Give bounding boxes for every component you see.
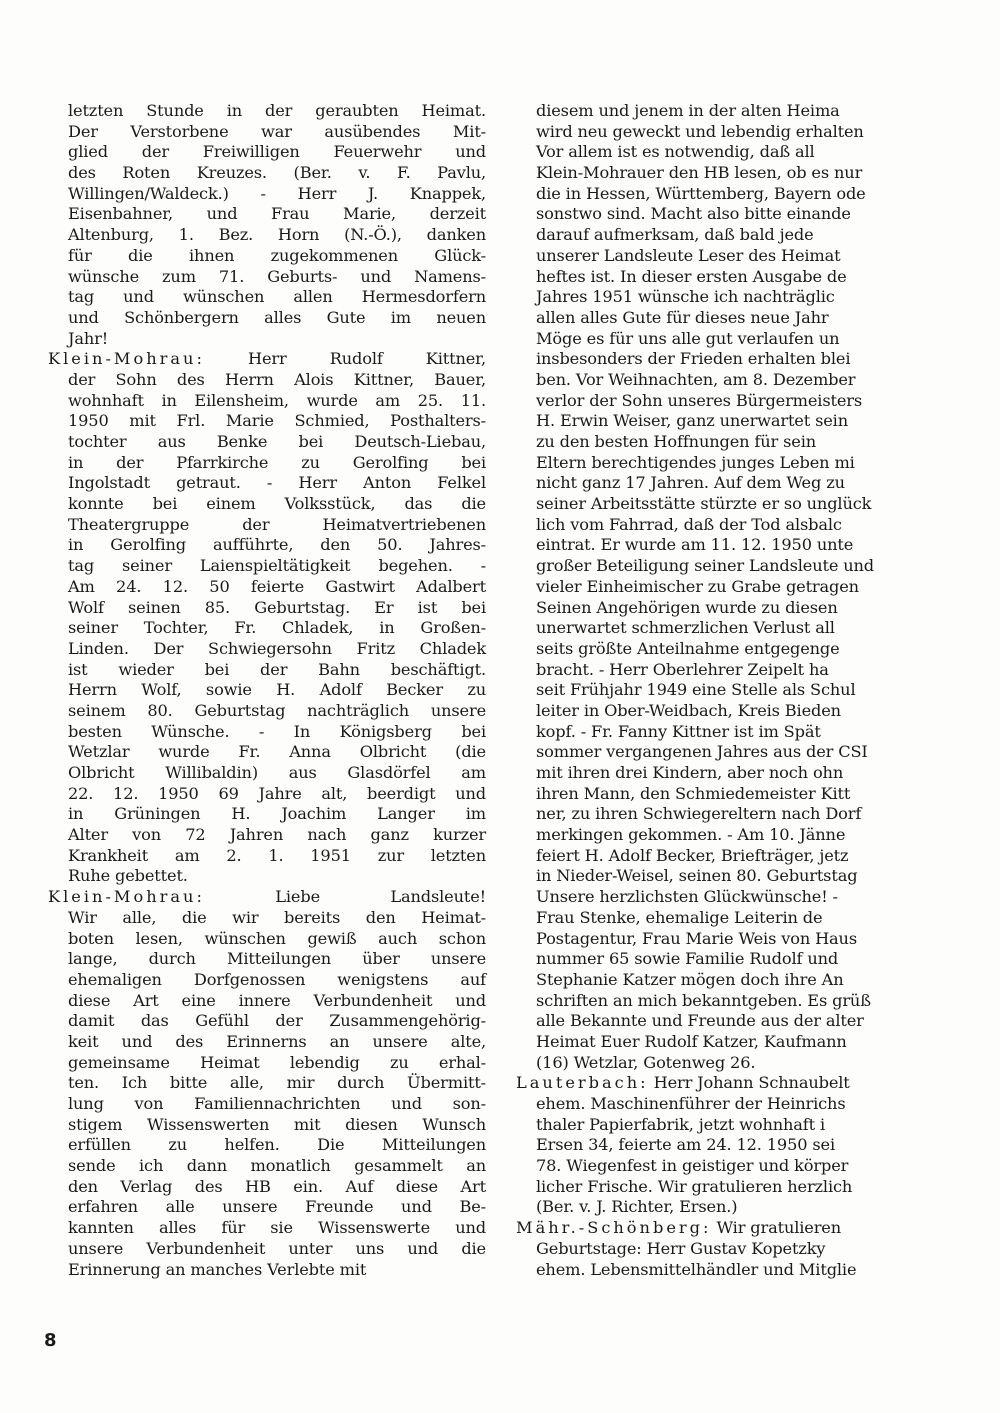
line-text: Heimat Euer Rudolf Katzer, Kaufmann bbox=[536, 1031, 847, 1051]
line-text: 1950 mit Frl. Marie Schmied, Posthalters- bbox=[68, 411, 486, 431]
text-line bbox=[68, 287, 486, 308]
text-line bbox=[536, 929, 952, 950]
text-line bbox=[68, 660, 486, 681]
line-text: ist wieder bei der Bahn beschäftigt. bbox=[68, 659, 486, 679]
text-line bbox=[68, 1197, 486, 1218]
text-line bbox=[536, 535, 952, 556]
line-text: Seinen Angehörigen wurde zu diesen bbox=[536, 597, 838, 617]
line-text: kopf. - Fr. Fanny Kittner ist im Spät bbox=[536, 721, 821, 741]
text-line bbox=[536, 184, 952, 205]
text-line bbox=[536, 308, 952, 329]
text-line bbox=[68, 1094, 486, 1115]
text-line bbox=[536, 1260, 952, 1281]
text-line bbox=[536, 660, 952, 681]
text-line bbox=[536, 349, 952, 370]
text-line bbox=[536, 866, 952, 887]
line-text: in Nieder-Weisel, seinen 80. Geburtstag bbox=[536, 866, 858, 886]
line-text: heftes ist. In dieser ersten Ausgabe de bbox=[536, 266, 847, 286]
text-line bbox=[536, 515, 952, 536]
line-text: und Schönbergern alles Gute im neuen bbox=[68, 307, 486, 327]
line-text: für die ihnen zugekommenen Glück- bbox=[68, 245, 486, 265]
line-text: lich vom Fahrrad, daß der Tod alsbalc bbox=[536, 514, 842, 534]
text-line bbox=[536, 556, 952, 577]
text-line bbox=[68, 225, 486, 246]
text-line bbox=[536, 742, 952, 763]
line-text: 78. Wiegenfest in geistiger und körper bbox=[536, 1156, 849, 1176]
line-text: in Grüningen H. Joachim Langer im bbox=[68, 804, 486, 824]
line-text: Jahres 1951 wünsche ich nachträglic bbox=[536, 287, 835, 307]
line-text: gemeinsame Heimat lebendig zu erhal- bbox=[68, 1052, 486, 1072]
text-line bbox=[68, 1177, 486, 1198]
text-line bbox=[536, 949, 952, 970]
text-line bbox=[68, 122, 486, 143]
line-text: keit und des Erinnerns an unsere alte, bbox=[68, 1031, 486, 1051]
line-text: sende ich dann monatlich gesammelt an bbox=[68, 1156, 486, 1176]
text-line bbox=[536, 784, 952, 805]
line-text: Willingen/Waldeck.) - Herr J. Knappek, bbox=[68, 183, 486, 203]
text-line bbox=[68, 1156, 486, 1177]
text-line bbox=[68, 473, 486, 494]
line-text: erfüllen zu helfen. Die Mitteilungen bbox=[68, 1135, 486, 1155]
line-text: ben. Vor Weihnachten, am 8. Dezember bbox=[536, 369, 856, 389]
line-text: Klein-Mohrauer den HB lesen, ob es nur bbox=[536, 163, 863, 183]
left-text-column bbox=[48, 101, 486, 1280]
text-line bbox=[68, 618, 486, 639]
text-line bbox=[68, 1073, 486, 1094]
line-text: letzten Stunde in der geraubten Heimat. bbox=[68, 101, 486, 120]
line-text: Eisenbahner, und Frau Marie, derzeit bbox=[68, 204, 486, 224]
line-text: boten lesen, wünschen gewiß auch schon bbox=[68, 928, 486, 948]
line-text: konnte bei einem Volksstück, das die bbox=[68, 494, 486, 514]
text-line bbox=[68, 246, 486, 267]
line-text: Stephanie Katzer mögen doch ihre An bbox=[536, 969, 844, 989]
line-text: Erinnerung an manches Verlebte mit bbox=[68, 1259, 367, 1279]
line-text: Liebe Landsleute! bbox=[204, 887, 486, 907]
line-text: ehem. Lebensmittelhändler und Mitglie bbox=[536, 1259, 857, 1279]
line-text: darauf aufmerksam, daß bald jede bbox=[536, 225, 814, 245]
line-text: feiert H. Adolf Becker, Briefträger, jetz bbox=[536, 845, 849, 865]
text-line bbox=[68, 1218, 486, 1239]
line-text: ner, zu ihren Schwiegereltern nach Dorf bbox=[536, 804, 862, 824]
text-line bbox=[68, 639, 486, 660]
line-text: damit das Gefühl der Zusammengehörig- bbox=[68, 1011, 486, 1031]
text-line bbox=[68, 101, 486, 122]
text-line bbox=[536, 142, 952, 163]
line-text: ehem. Maschinenführer der Heinrichs bbox=[536, 1094, 846, 1113]
line-text: Eltern berechtigendes junges Leben mi bbox=[536, 452, 855, 472]
line-text: zu den besten Hoffnungen für sein bbox=[536, 432, 816, 451]
place-heading: Klein-Mohrau: bbox=[48, 887, 205, 907]
text-line bbox=[48, 349, 486, 370]
line-text: Unsere herzlichsten Glückwünsche! - bbox=[536, 887, 838, 907]
line-text: nummer 65 sowie Familie Rudolf und bbox=[536, 949, 839, 969]
text-line bbox=[68, 1053, 486, 1074]
text-line bbox=[68, 742, 486, 763]
text-line bbox=[536, 204, 952, 225]
text-line bbox=[536, 267, 952, 288]
line-text: ten. Ich bitte alle, mir durch Übermitt- bbox=[68, 1073, 486, 1093]
line-text: Herrn Wolf, sowie H. Adolf Becker zu bbox=[68, 680, 486, 700]
line-text: H. Erwin Weiser, ganz unerwartet sein bbox=[536, 411, 848, 431]
line-text: seit Frühjahr 1949 eine Stelle als Schul bbox=[536, 680, 856, 700]
text-line bbox=[68, 267, 486, 288]
line-text: diesem und jenem in der alten Heima bbox=[536, 101, 840, 120]
line-text: Wir gratulieren bbox=[711, 1218, 842, 1238]
text-line bbox=[536, 908, 952, 929]
line-text: Der Verstorbene war ausübendes Mit- bbox=[68, 121, 486, 141]
text-line bbox=[68, 515, 486, 536]
line-text: Möge es für uns alle gut verlaufen un bbox=[536, 328, 840, 348]
line-text: kannten alles für sie Wissenswerte und bbox=[68, 1218, 486, 1238]
text-line bbox=[536, 1053, 952, 1074]
text-line bbox=[536, 453, 952, 474]
line-text: Wir alle, die wir bereits den Heimat- bbox=[68, 907, 486, 927]
line-text: Linden. Der Schwiegersohn Fritz Chladek bbox=[68, 638, 486, 658]
line-text: besten Wünsche. - In Königsberg bei bbox=[68, 721, 486, 741]
line-text: in Gerolfing aufführte, den 50. Jahres- bbox=[68, 535, 486, 555]
text-line bbox=[536, 391, 952, 412]
line-text: Herr Rudolf Kittner, bbox=[204, 349, 486, 369]
text-line bbox=[536, 680, 952, 701]
line-text: Theatergruppe der Heimatvertriebenen bbox=[68, 514, 486, 534]
line-text: Altenburg, 1. Bez. Horn (N.-Ö.), danken bbox=[68, 225, 486, 245]
text-line bbox=[536, 1197, 952, 1218]
line-text: Ingolstadt getraut. - Herr Anton Felkel bbox=[68, 473, 486, 493]
line-text: ihren Mann, den Schmiedemeister Kitt bbox=[536, 783, 851, 803]
text-line bbox=[536, 432, 952, 453]
text-line bbox=[516, 1073, 952, 1094]
text-line bbox=[68, 1135, 486, 1156]
text-line bbox=[68, 846, 486, 867]
line-text: tag seiner Laienspieltätigkeit begehen. - bbox=[68, 556, 486, 576]
text-line bbox=[68, 701, 486, 722]
text-line bbox=[516, 1218, 952, 1239]
text-line bbox=[68, 825, 486, 846]
line-text: Vor allem ist es notwendig, daß all bbox=[536, 142, 815, 162]
line-text: Herr Johann Schnaubelt bbox=[648, 1073, 850, 1093]
line-text: diese Art eine innere Verbundenheit und bbox=[68, 990, 486, 1010]
line-text: Ersen 34, feierte am 24. 12. 1950 sei bbox=[536, 1135, 835, 1155]
text-line bbox=[536, 846, 952, 867]
page-number: 8 bbox=[44, 1330, 57, 1351]
line-text: 22. 12. 1950 69 Jahre alt, beerdigt und bbox=[68, 783, 486, 803]
text-line bbox=[536, 370, 952, 391]
place-heading: Mähr.-Schönberg: bbox=[516, 1218, 712, 1238]
text-line bbox=[536, 122, 952, 143]
line-text: glied der Freiwilligen Feuerwehr und bbox=[68, 142, 486, 162]
text-line bbox=[68, 329, 486, 350]
text-line bbox=[68, 494, 486, 515]
text-line bbox=[536, 1177, 952, 1198]
line-text: tag und wünschen allen Hermesdorfern bbox=[68, 287, 486, 307]
text-line bbox=[68, 1011, 486, 1032]
line-text: vieler Einheimischer zu Grabe getragen bbox=[536, 576, 859, 596]
line-text: großer Beteiligung seiner Landsleute und bbox=[536, 556, 875, 576]
text-line bbox=[536, 1239, 952, 1260]
line-text: merkingen gekommen. - Am 10. Jänne bbox=[536, 825, 846, 845]
text-line bbox=[68, 1239, 486, 1260]
text-line bbox=[68, 308, 486, 329]
line-text: Frau Stenke, ehemalige Leiterin de bbox=[536, 907, 823, 927]
text-line bbox=[68, 142, 486, 163]
line-text: Am 24. 12. 50 feierte Gastwirt Adalbert bbox=[68, 576, 486, 596]
right-text-column bbox=[516, 101, 952, 1280]
line-text: eintrat. Er wurde am 11. 12. 1950 unte bbox=[536, 535, 854, 555]
text-line bbox=[68, 804, 486, 825]
text-line bbox=[68, 929, 486, 950]
line-text: nicht ganz 17 Jahren. Auf dem Weg zu bbox=[536, 473, 845, 493]
text-line bbox=[68, 722, 486, 743]
text-line bbox=[68, 453, 486, 474]
line-text: leiter in Ober-Weidbach, Kreis Bieden bbox=[536, 700, 841, 720]
line-text: lung von Familiennachrichten und son- bbox=[68, 1094, 486, 1113]
line-text: der Sohn des Herrn Alois Kittner, Bauer, bbox=[68, 369, 486, 389]
line-text: unserer Landsleute Leser des Heimat bbox=[536, 245, 841, 265]
line-text: Krankheit am 2. 1. 1951 zur letzten bbox=[68, 845, 486, 865]
text-line bbox=[536, 598, 952, 619]
text-line bbox=[536, 225, 952, 246]
text-line bbox=[68, 556, 486, 577]
text-line bbox=[536, 1135, 952, 1156]
line-text: insbesonders der Frieden erhalten blei bbox=[536, 349, 851, 369]
line-text: alle Bekannte und Freunde aus der alter bbox=[536, 1011, 864, 1031]
line-text: thaler Papierfabrik, jetzt wohnhaft i bbox=[536, 1114, 825, 1134]
text-line bbox=[48, 887, 486, 908]
text-line bbox=[68, 370, 486, 391]
text-line bbox=[536, 163, 952, 184]
line-text: tochter aus Benke bei Deutsch-Liebau, bbox=[68, 432, 486, 451]
text-line bbox=[68, 535, 486, 556]
text-line bbox=[536, 804, 952, 825]
line-text: Olbricht Willibaldin) aus Glasdörfel am bbox=[68, 763, 486, 782]
text-line bbox=[536, 991, 952, 1012]
line-text: (Ber. v. J. Richter, Ersen.) bbox=[536, 1197, 738, 1217]
text-line bbox=[536, 639, 952, 660]
text-line bbox=[68, 949, 486, 970]
text-line bbox=[536, 246, 952, 267]
text-line bbox=[536, 287, 952, 308]
line-text: seits größte Anteilnahme entgegenge bbox=[536, 638, 840, 658]
line-text: Wetzlar wurde Fr. Anna Olbricht (die bbox=[68, 742, 486, 762]
line-text: den Verlag des HB ein. Auf diese Art bbox=[68, 1176, 486, 1196]
line-text: licher Frische. Wir gratulieren herzlich bbox=[536, 1176, 853, 1196]
text-line bbox=[68, 598, 486, 619]
line-text: unsere Verbundenheit unter uns und die bbox=[68, 1238, 486, 1258]
line-text: seinem 80. Geburtstag nachträglich unsere bbox=[68, 700, 486, 720]
text-line bbox=[68, 763, 486, 784]
text-line bbox=[536, 494, 952, 515]
text-line bbox=[68, 391, 486, 412]
text-line bbox=[536, 1115, 952, 1136]
line-text: Wolf seinen 85. Geburtstag. Er ist bei bbox=[68, 597, 486, 617]
text-line bbox=[536, 763, 952, 784]
line-text: seiner Tochter, Fr. Chladek, in Großen- bbox=[68, 618, 486, 638]
line-text: lange, durch Mitteilungen über unsere bbox=[68, 949, 486, 969]
line-text: Alter von 72 Jahren nach ganz kurzer bbox=[68, 825, 486, 845]
place-heading: Lauterbach: bbox=[516, 1073, 649, 1093]
line-text: Postagentur, Frau Marie Weis von Haus bbox=[536, 928, 857, 948]
text-line bbox=[68, 163, 486, 184]
line-text: stigem Wissenswerten mit diesen Wunsch bbox=[68, 1114, 486, 1134]
text-line bbox=[68, 432, 486, 453]
text-line bbox=[68, 991, 486, 1012]
text-line bbox=[68, 784, 486, 805]
text-line bbox=[536, 1156, 952, 1177]
text-line bbox=[536, 101, 952, 122]
text-line bbox=[536, 411, 952, 432]
line-text: unerwartet schmerzlichen Verlust all bbox=[536, 618, 835, 638]
line-text: (16) Wetzlar, Gotenweg 26. bbox=[536, 1052, 756, 1072]
line-text: in der Pfarrkirche zu Gerolfing bei bbox=[68, 452, 486, 472]
line-text: seiner Arbeitsstätte stürzte er so unglück bbox=[536, 494, 872, 514]
line-text: des Roten Kreuzes. (Ber. v. F. Pavlu, bbox=[68, 163, 486, 183]
text-line bbox=[536, 473, 952, 494]
line-text: die in Hessen, Württemberg, Bayern ode bbox=[536, 183, 866, 203]
text-line bbox=[536, 722, 952, 743]
text-line bbox=[68, 866, 486, 887]
text-line bbox=[68, 1260, 486, 1281]
line-text: allen alles Gute für dieses neue Jahr bbox=[536, 307, 829, 327]
line-text: sommer vergangenen Jahres aus der CSI bbox=[536, 742, 868, 762]
text-line bbox=[68, 1115, 486, 1136]
text-line bbox=[68, 970, 486, 991]
text-line bbox=[536, 577, 952, 598]
text-line bbox=[536, 1032, 952, 1053]
text-line bbox=[536, 329, 952, 350]
line-text: ehemaligen Dorfgenossen wenigstens auf bbox=[68, 969, 486, 989]
line-text: schriften an mich bekanntgeben. Es grüß bbox=[536, 990, 871, 1010]
line-text: bracht. - Herr Oberlehrer Zeipelt ha bbox=[536, 659, 829, 679]
line-text: mit ihren drei Kindern, aber noch ohn bbox=[536, 763, 844, 782]
text-line bbox=[536, 887, 952, 908]
text-line bbox=[68, 1032, 486, 1053]
text-line bbox=[68, 204, 486, 225]
line-text: sonstwo sind. Macht also bitte einande bbox=[536, 204, 851, 224]
text-line bbox=[536, 1094, 952, 1115]
text-line bbox=[68, 184, 486, 205]
line-text: verlor der Sohn unseres Bürgermeisters bbox=[536, 390, 863, 410]
text-line bbox=[536, 1011, 952, 1032]
text-line bbox=[68, 577, 486, 598]
text-line bbox=[68, 680, 486, 701]
line-text: wohnhaft in Eilensheim, wurde am 25. 11. bbox=[68, 390, 486, 410]
line-text: Jahr! bbox=[68, 328, 109, 348]
text-line bbox=[536, 970, 952, 991]
text-line bbox=[536, 618, 952, 639]
text-line bbox=[536, 825, 952, 846]
line-text: Ruhe gebettet. bbox=[68, 866, 188, 886]
line-text: wünsche zum 71. Geburts- und Namens- bbox=[68, 266, 486, 286]
text-line bbox=[68, 908, 486, 929]
line-text: Geburtstage: Herr Gustav Kopetzky bbox=[536, 1238, 826, 1258]
line-text: wird neu geweckt und lebendig erhalten bbox=[536, 121, 864, 141]
text-line bbox=[536, 701, 952, 722]
text-line bbox=[68, 411, 486, 432]
place-heading: Klein-Mohrau: bbox=[48, 349, 205, 369]
line-text: erfahren alle unsere Freunde und Be- bbox=[68, 1197, 486, 1217]
